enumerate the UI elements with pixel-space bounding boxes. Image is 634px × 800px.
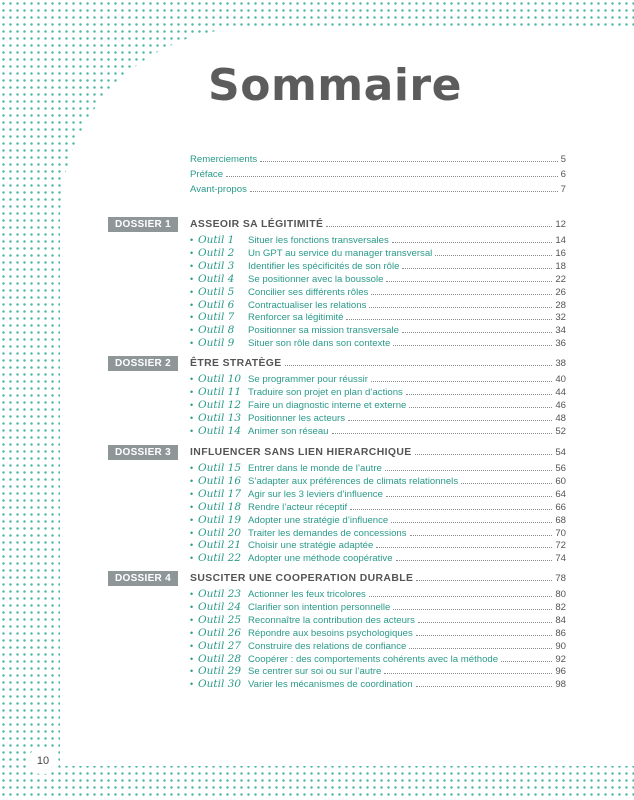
- toc-tool-row[interactable]: [190, 601, 566, 614]
- dot-leader: [386, 488, 552, 497]
- toc-entry-label: Entrer dans le monde de l’autre: [248, 463, 382, 474]
- dot-leader: [371, 286, 552, 295]
- bullet-icon: •: [190, 412, 194, 423]
- toc-page-number: 86: [555, 627, 566, 639]
- bullet-icon: •: [190, 475, 194, 486]
- toc-tool-row[interactable]: [190, 527, 566, 540]
- toc-page-number: 7: [560, 184, 566, 195]
- toc-page-number: 16: [555, 247, 566, 259]
- dot-leader: [260, 153, 557, 162]
- bullet-icon: •: [190, 540, 194, 551]
- bullet-icon: •: [190, 325, 194, 336]
- bullet-icon: •: [190, 640, 194, 651]
- dot-leader: [409, 399, 552, 408]
- toc-entry-label: Concilier ses différents rôles: [248, 286, 369, 298]
- toc-page-number: 72: [555, 540, 566, 552]
- bullet-icon: •: [190, 299, 194, 310]
- toc-entry-label: S’adapter aux préférences de climats relationnels: [248, 475, 459, 487]
- toc-page-number: 46: [555, 399, 566, 411]
- bullet-icon: •: [190, 425, 194, 436]
- dot-leader: [326, 217, 552, 227]
- toc-page-number: 18: [555, 260, 566, 272]
- toc-entry-label: Remerciements: [190, 154, 258, 165]
- bullet-icon: •: [190, 514, 194, 525]
- tool-tag: Outil 29: [198, 665, 242, 678]
- dot-leader: [416, 571, 552, 581]
- toc-entry-label: Choisir une stratégie adaptée: [248, 540, 374, 552]
- bullet-icon: •: [190, 399, 194, 410]
- toc-tool-row[interactable]: [190, 399, 566, 412]
- dossier-title: ÊTRE STRATÈGE: [190, 358, 282, 369]
- dot-leader: [461, 475, 552, 484]
- dot-leader: [350, 501, 552, 510]
- toc-entry-label: Traduire son projet en plan d’actions: [248, 386, 403, 398]
- dot-leader: [402, 324, 552, 333]
- toc-tool-row[interactable]: [190, 373, 566, 386]
- toc-page-number: 60: [555, 475, 566, 487]
- tool-tag: Outil 28: [198, 652, 242, 665]
- toc-intro-row[interactable]: [190, 183, 566, 196]
- toc-page-number: 66: [555, 501, 566, 513]
- dossier-title: ASSEOIR SA LÉGITIMITÉ: [190, 219, 324, 230]
- toc-tool-row[interactable]: [190, 475, 566, 488]
- dot-leader: [391, 514, 552, 523]
- bullet-icon: •: [190, 679, 194, 690]
- tool-tag: Outil 9: [198, 337, 235, 350]
- toc-tool-row[interactable]: [190, 614, 566, 627]
- toc-page-number: 36: [555, 338, 566, 350]
- toc-entry-label: Se programmer pour réussir: [248, 374, 368, 385]
- bullet-icon: •: [190, 527, 194, 538]
- toc-entry-label: Clarifier son intention personnelle: [248, 601, 391, 613]
- bullet-icon: •: [190, 312, 194, 323]
- dossier-badge: DOSSIER 4: [108, 571, 178, 586]
- tool-tag: Outil 18: [198, 500, 242, 513]
- bullet-icon: •: [190, 488, 194, 499]
- tool-tag: Outil 19: [198, 513, 242, 526]
- bullet-icon: •: [190, 235, 194, 245]
- bullet-icon: •: [190, 627, 194, 638]
- toc-page-number: 80: [555, 589, 566, 600]
- toc-page-number: 84: [555, 614, 566, 626]
- toc-page-number: 54: [555, 447, 566, 458]
- toc-tool-row[interactable]: [190, 462, 566, 475]
- tool-tag: Outil 3: [198, 259, 235, 272]
- toc-page-number: 70: [555, 527, 566, 539]
- toc-tool-row[interactable]: [190, 627, 566, 640]
- tool-tag: Outil 2: [198, 246, 235, 259]
- toc-page-number: 26: [555, 286, 566, 298]
- toc-page-number: 82: [555, 601, 566, 613]
- toc-page-number: 32: [555, 312, 566, 324]
- tool-tag: Outil 1: [198, 234, 235, 246]
- toc-page-number: 96: [555, 666, 566, 678]
- toc-page-number: 6: [560, 169, 566, 180]
- tool-tag: Outil 26: [198, 626, 242, 639]
- toc-tool-row[interactable]: [190, 260, 566, 273]
- dot-leader: [415, 445, 553, 455]
- toc-entry-label: Un GPT au service du manager transversal: [248, 247, 433, 259]
- toc-page-number: 40: [555, 374, 566, 385]
- toc-page-number: 78: [555, 573, 566, 584]
- toc-tool-row[interactable]: [190, 539, 566, 552]
- dot-leader: [369, 299, 552, 308]
- tool-tag: Outil 14: [198, 424, 242, 437]
- bullet-icon: •: [190, 666, 194, 677]
- dot-leader: [416, 627, 553, 636]
- dot-leader: [410, 527, 553, 536]
- toc-entry-label: Animer son réseau: [248, 425, 329, 437]
- toc-entry-label: Se centrer sur soi ou sur l’autre: [248, 666, 382, 678]
- tool-tag: Outil 13: [198, 411, 242, 424]
- dot-leader: [501, 653, 552, 662]
- tool-tag: Outil 12: [198, 398, 242, 411]
- toc-tool-row[interactable]: [190, 678, 566, 691]
- dossier-header[interactable]: [108, 571, 566, 586]
- bullet-icon: •: [190, 338, 194, 349]
- bullet-icon: •: [190, 501, 194, 512]
- dot-leader: [371, 373, 552, 382]
- dot-leader: [406, 386, 552, 395]
- bullet-icon: •: [190, 614, 194, 625]
- dot-leader: [416, 678, 553, 687]
- toc-page-number: 48: [555, 412, 566, 424]
- toc-tool-row[interactable]: [190, 552, 566, 565]
- tool-tag: Outil 10: [198, 373, 242, 385]
- dot-leader: [332, 425, 553, 434]
- dot-leader: [385, 462, 552, 471]
- toc-tool-row[interactable]: [190, 273, 566, 286]
- toc-page-number: 90: [555, 640, 566, 652]
- toc-entry-label: Renforcer sa légitimité: [248, 312, 344, 324]
- dot-leader: [285, 356, 553, 366]
- toc-entry-label: Positionner les acteurs: [248, 412, 346, 424]
- tool-tag: Outil 8: [198, 324, 235, 337]
- toc-tool-row[interactable]: [190, 286, 566, 299]
- dot-leader: [409, 640, 552, 649]
- toc-page-number: 52: [555, 425, 566, 437]
- toc-page-number: 92: [555, 653, 566, 665]
- toc-tool-row[interactable]: [190, 588, 566, 601]
- toc-entry-label: Actionner les feux tricolores: [248, 589, 366, 600]
- tool-tag: Outil 7: [198, 311, 235, 324]
- toc-entry-label: Varier les mécanismes de coordination: [248, 679, 413, 691]
- tool-tag: Outil 20: [198, 526, 242, 539]
- tool-tag: Outil 25: [198, 613, 242, 626]
- toc-tool-row[interactable]: [190, 488, 566, 501]
- dossier-title: INFLUENCER SANS LIEN HIERARCHIQUE: [190, 447, 412, 458]
- toc-tool-row[interactable]: [190, 514, 566, 527]
- tool-tag: Outil 11: [198, 385, 242, 398]
- toc-entry-label: Traiter les demandes de concessions: [248, 527, 407, 539]
- dossier-badge: DOSSIER 1: [108, 217, 178, 232]
- tool-tag: Outil 30: [198, 678, 242, 691]
- toc-page-number: 64: [555, 488, 566, 500]
- toc-intro-row[interactable]: [190, 168, 566, 181]
- toc-entry-label: Identifier les spécificités de son rôle: [248, 260, 400, 272]
- dossier-badge: DOSSIER 3: [108, 445, 178, 460]
- page-number: 10: [28, 748, 58, 774]
- toc-entry-label: Se positionner avec la boussole: [248, 273, 384, 285]
- page-title: Sommaire: [208, 60, 462, 111]
- dot-leader: [346, 311, 552, 320]
- bullet-icon: •: [190, 386, 194, 397]
- dot-leader: [393, 601, 552, 610]
- toc-page-number: 56: [555, 463, 566, 474]
- toc-tool-row[interactable]: [190, 234, 566, 247]
- dot-leader: [392, 234, 553, 243]
- toc-page-number: 12: [555, 219, 566, 230]
- bullet-icon: •: [190, 273, 194, 284]
- bullet-icon: •: [190, 589, 194, 599]
- toc-tool-row[interactable]: [190, 337, 566, 350]
- toc-tool-row[interactable]: [190, 412, 566, 425]
- toc-page-number: 22: [555, 273, 566, 285]
- dot-leader: [418, 614, 552, 623]
- toc-entry-label: Rendre l’acteur réceptif: [248, 501, 348, 513]
- tool-tag: Outil 27: [198, 639, 242, 652]
- toc-page-number: 28: [555, 299, 566, 311]
- dot-leader: [384, 665, 552, 674]
- toc-page-number: 44: [555, 386, 566, 398]
- dot-leader: [250, 183, 558, 192]
- dot-leader: [348, 412, 552, 421]
- toc-intro-row[interactable]: [190, 153, 566, 166]
- tool-tag: Outil 21: [198, 539, 242, 552]
- dot-leader: [386, 273, 552, 282]
- dossier-badge: DOSSIER 2: [108, 356, 178, 371]
- toc-entry-label: Avant-propos: [190, 184, 247, 195]
- dot-leader: [393, 337, 552, 346]
- tool-tag: Outil 24: [198, 600, 242, 613]
- toc-tool-row[interactable]: [190, 386, 566, 399]
- dossier-header[interactable]: [108, 356, 566, 371]
- bullet-icon: •: [190, 247, 194, 258]
- toc-tool-row[interactable]: [190, 425, 566, 438]
- tool-tag: Outil 17: [198, 487, 242, 500]
- dossier-title: SUSCITER UNE COOPERATION DURABLE: [190, 573, 414, 584]
- bullet-icon: •: [190, 374, 194, 384]
- toc-tool-row[interactable]: [190, 665, 566, 678]
- toc-page-number: 14: [555, 235, 566, 246]
- toc-tool-row[interactable]: [190, 324, 566, 337]
- dot-leader: [402, 260, 552, 269]
- tool-tag: Outil 15: [198, 462, 242, 474]
- tool-tag: Outil 6: [198, 298, 235, 311]
- toc-page-number: 5: [560, 154, 566, 165]
- bullet-icon: •: [190, 553, 194, 564]
- toc-entry-label: Situer les fonctions transversales: [248, 235, 389, 246]
- toc-tool-row[interactable]: [190, 640, 566, 653]
- tool-tag: Outil 22: [198, 552, 242, 565]
- toc-entry-label: Positionner sa mission transversale: [248, 325, 399, 337]
- toc-entry-label: Contractualiser les relations: [248, 299, 367, 311]
- bullet-icon: •: [190, 463, 194, 473]
- bullet-icon: •: [190, 653, 194, 664]
- toc-tool-row[interactable]: [190, 501, 566, 514]
- tool-tag: Outil 16: [198, 474, 242, 487]
- toc-entry-label: Reconnaître la contribution des acteurs: [248, 614, 415, 626]
- tool-tag: Outil 5: [198, 285, 235, 298]
- dot-leader: [369, 588, 552, 597]
- tool-tag: Outil 4: [198, 272, 235, 285]
- bullet-icon: •: [190, 286, 194, 297]
- toc-entry-label: Préface: [190, 169, 224, 180]
- toc-entry-label: Coopérer : des comportements cohérents avec la méthode: [248, 653, 499, 665]
- toc-page-number: 38: [555, 358, 566, 369]
- toc-entry-label: Adopter une stratégie d’influence: [248, 514, 389, 526]
- dot-leader: [435, 247, 552, 256]
- toc-page-number: 98: [555, 679, 566, 691]
- toc-entry-label: Situer son rôle dans son contexte: [248, 338, 391, 350]
- toc-entry-label: Adopter une méthode coopérative: [248, 553, 393, 565]
- toc-tool-row[interactable]: [190, 247, 566, 260]
- toc-tool-row[interactable]: [190, 311, 566, 324]
- bullet-icon: •: [190, 601, 194, 612]
- toc-entry-label: Construire des relations de confiance: [248, 640, 407, 652]
- toc-tool-row[interactable]: [190, 299, 566, 312]
- dot-leader: [226, 168, 558, 177]
- toc-page-number: 34: [555, 325, 566, 337]
- dossier-header[interactable]: [108, 217, 566, 232]
- toc-entry-label: Agir sur les 3 leviers d’influence: [248, 488, 383, 500]
- toc-page-number: 68: [555, 514, 566, 526]
- toc-entry-label: Répondre aux besoins psychologiques: [248, 627, 413, 639]
- toc-page-number: 74: [555, 553, 566, 565]
- tool-tag: Outil 23: [198, 588, 242, 600]
- dot-leader: [376, 539, 552, 548]
- dossier-header[interactable]: [108, 445, 566, 460]
- bullet-icon: •: [190, 260, 194, 271]
- toc-entry-label: Faire un diagnostic interne et externe: [248, 399, 407, 411]
- dot-leader: [396, 552, 553, 561]
- toc-tool-row[interactable]: [190, 653, 566, 666]
